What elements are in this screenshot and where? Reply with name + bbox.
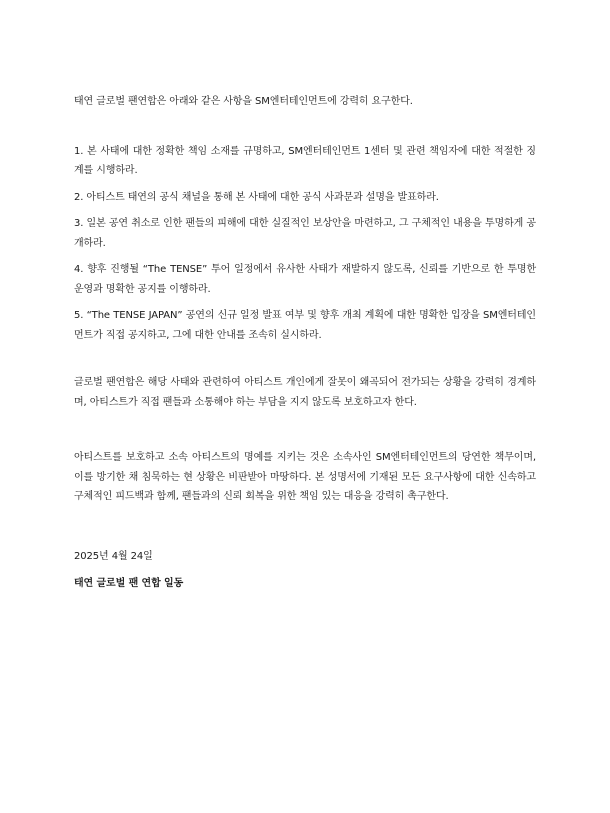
demands-list bbox=[74, 142, 536, 346]
statement-document bbox=[74, 92, 536, 594]
protection-paragraph: 글로벌 팬연합은 해당 사태와 관련하여 아티스트 개인에게 잘못이 왜곡되어 전가되는 상황을 강력히 경계하며, 아티스트가 직접 팬들과 소통해야 하는 부담을 지지 않도록 보호하고자 한다. bbox=[74, 377, 536, 408]
demand-item-4: 4. 향후 진행될 “The TENSE” 투어 일정에서 유사한 사태가 재발하지 않도록, 신뢰를 기반으로 한 투명한 운영과 명확한 공지를 이행하라. bbox=[74, 264, 536, 295]
demand-item-2: 2. 아티스트 태연의 공식 채널을 통해 본 사태에 대한 공식 사과문과 설명을 발표하라. bbox=[74, 191, 439, 203]
demand-item-1: 1. 본 사태에 대한 정확한 책임 소재를 규명하고, SM엔터테인먼트 1센터 및 관련 책임자에 대한 적절한 징계를 시행하라. bbox=[74, 145, 536, 176]
demand-item-3: 3. 일본 공연 취소로 인한 팬들의 피해에 대한 실질적인 보상안을 마련하고, 그 구체적인 내용을 투명하게 공개하라. bbox=[74, 218, 536, 249]
responsibility-paragraph: 아티스트를 보호하고 소속 아티스트의 명예를 지키는 것은 소속사인 SM엔터테인먼트의 당연한 책무이며, 이를 방기한 채 침묵하는 현 상황은 비판받아 마땅하다. 본 성명서에 기재된 모든 요구사항에 대한 신속하고 구체적인 피드백과 함께, 팬들과의 신뢰 회복을 위한 책임 있는 대응을 강력히 촉구한다. bbox=[74, 452, 536, 502]
signature-line: 태연 글로벌 팬 연합 일동 bbox=[74, 578, 184, 589]
statement-date: 2025년 4월 24일 bbox=[74, 550, 153, 562]
intro-paragraph: 태연 글로벌 팬연합은 아래와 같은 사항을 SM엔터테인먼트에 강력히 요구한다. bbox=[74, 96, 413, 107]
demand-item-5: 5. “The TENSE JAPAN” 공연의 신규 일정 발표 여부 및 향후 개최 계획에 대한 명확한 입장을 SM엔터테인먼트가 직접 공지하고, 그에 대한 안내를 조속히 실시하라. bbox=[74, 310, 536, 341]
